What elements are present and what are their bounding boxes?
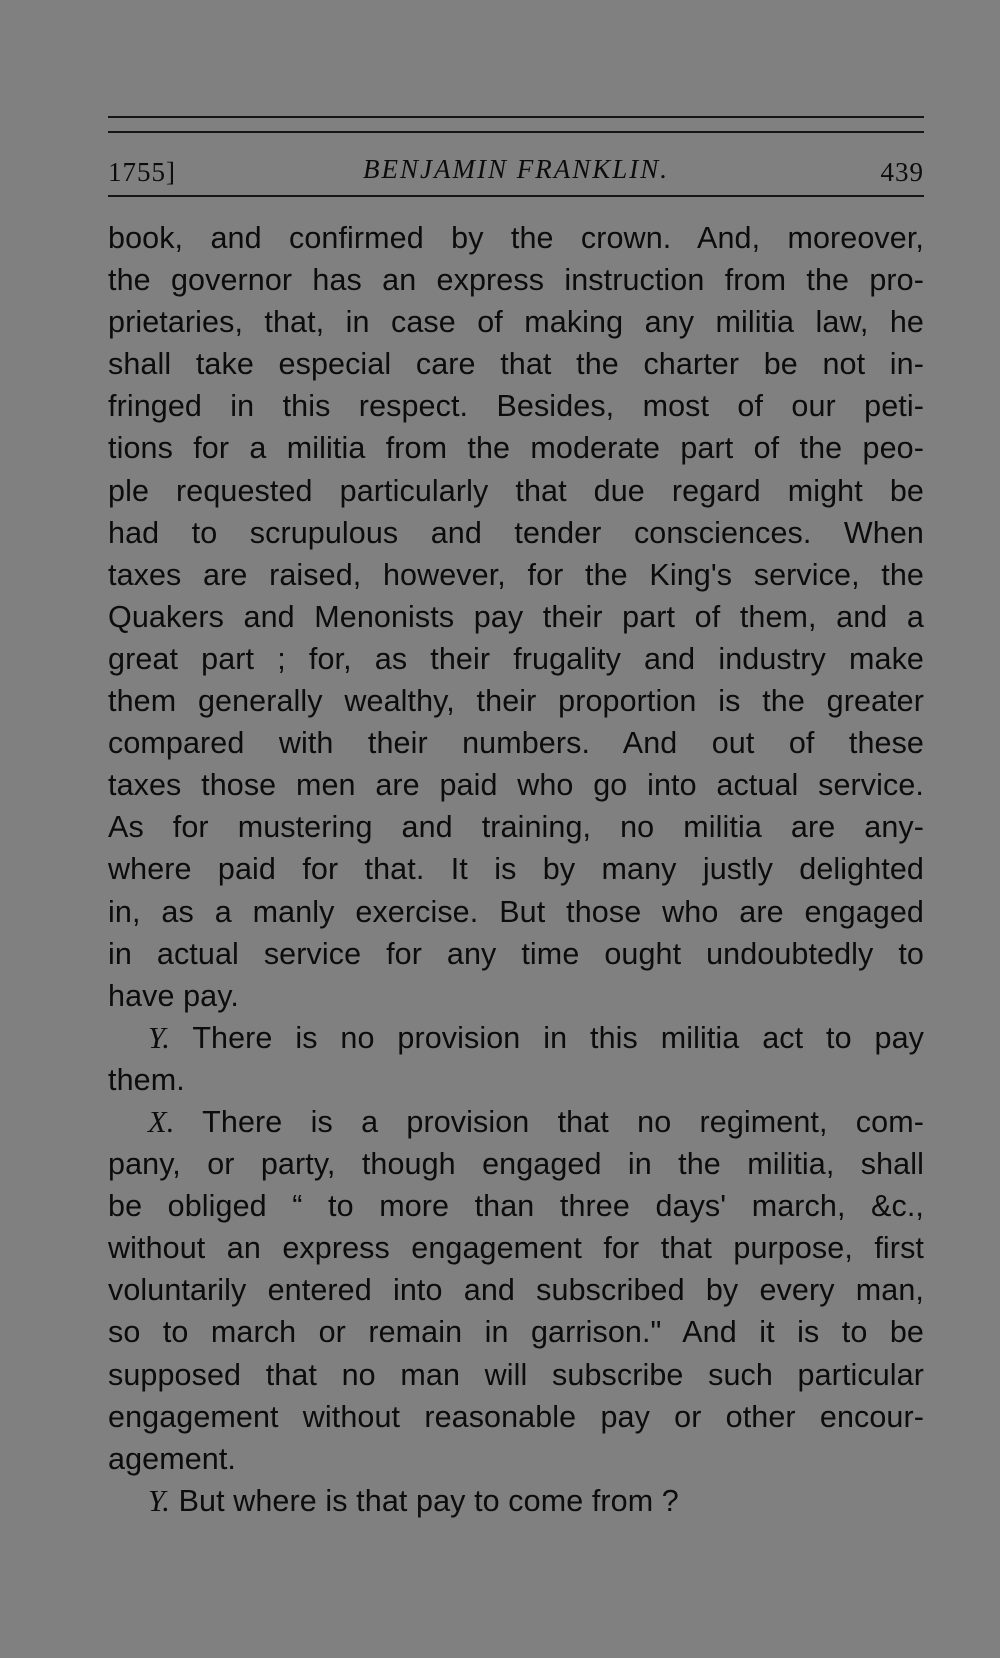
book-page xyxy=(108,116,924,1522)
text-line: them generally wealthy, their proportion is the greater xyxy=(108,684,924,719)
header-rule-top xyxy=(108,116,924,118)
text-line: had to scrupulous and tender consciences. When xyxy=(108,515,924,550)
text-line: ple requested particularly that due regard might be xyxy=(108,473,924,508)
text-line: tions for a militia from the moderate part of the peo- xyxy=(108,431,924,466)
text-line: taxes are raised, however, for the King's service, the xyxy=(108,557,924,592)
text-line: compared with their numbers. And out of these xyxy=(108,726,924,761)
text-line: fringed in this respect. Besides, most of our peti- xyxy=(108,389,924,424)
dialogue-text: There is a provision that no regiment, com- xyxy=(202,1104,924,1139)
text-line: the governor has an express instruction from the pro- xyxy=(108,263,924,298)
running-head xyxy=(108,133,924,195)
text-line: without an express engagement for that purpose, first xyxy=(108,1231,924,1266)
page-number: 439 xyxy=(880,157,924,187)
dialogue-text: There is no provision in this militia act to pay xyxy=(192,1020,924,1055)
text-line: have pay. xyxy=(108,978,239,1013)
text-line: engagement without reasonable pay or other encour- xyxy=(108,1399,924,1434)
text-line: pany, or party, though engaged in the militia, shall xyxy=(108,1147,924,1182)
text-line: book, and confirmed by the crown. And, moreover, xyxy=(108,221,924,255)
running-head-title: BENJAMIN FRANKLIN. xyxy=(363,154,669,184)
text-line: great part ; for, as their frugality and industry make xyxy=(108,641,924,676)
text-line: be obliged “ to more than three days' march, &c., xyxy=(108,1189,924,1224)
text-line: in, as a manly exercise. But those who are engaged xyxy=(108,894,924,929)
dialogue-line-x xyxy=(108,1101,924,1143)
speaker-label-y: Y. xyxy=(148,1020,170,1055)
speaker-label-x: X. xyxy=(148,1104,175,1139)
text-line: agement. xyxy=(108,1441,236,1476)
text-line: prietaries, that, in case of making any militia law, he xyxy=(108,305,924,340)
text-line: them. xyxy=(108,1062,185,1097)
text-line: in actual service for any time ought undoubtedly to xyxy=(108,936,924,971)
text-line: As for mustering and training, no militia are any- xyxy=(108,810,924,845)
text-line: where paid for that. It is by many justly delighted xyxy=(108,852,924,887)
text-line: so to march or remain in garrison." And it is to be xyxy=(108,1315,924,1350)
text-line: Quakers and Menonists pay their part of them, and a xyxy=(108,599,924,634)
text-line: supposed that no man will subscribe such particular xyxy=(108,1357,924,1392)
dialogue-line-y xyxy=(108,1017,924,1059)
body-text xyxy=(108,217,924,1522)
dialogue-line-y xyxy=(108,1480,924,1522)
running-head-year: 1755] xyxy=(108,157,176,187)
text-line: voluntarily entered into and subscribed by every man, xyxy=(108,1273,924,1308)
text-line: taxes those men are paid who go into actual service. xyxy=(108,768,924,803)
text-line: shall take especial care that the charter be not in- xyxy=(108,347,924,382)
speaker-label-y: Y. xyxy=(148,1483,170,1518)
dialogue-text: But where is that pay to come from ? xyxy=(178,1483,679,1518)
header-rule-bottom xyxy=(108,195,924,197)
